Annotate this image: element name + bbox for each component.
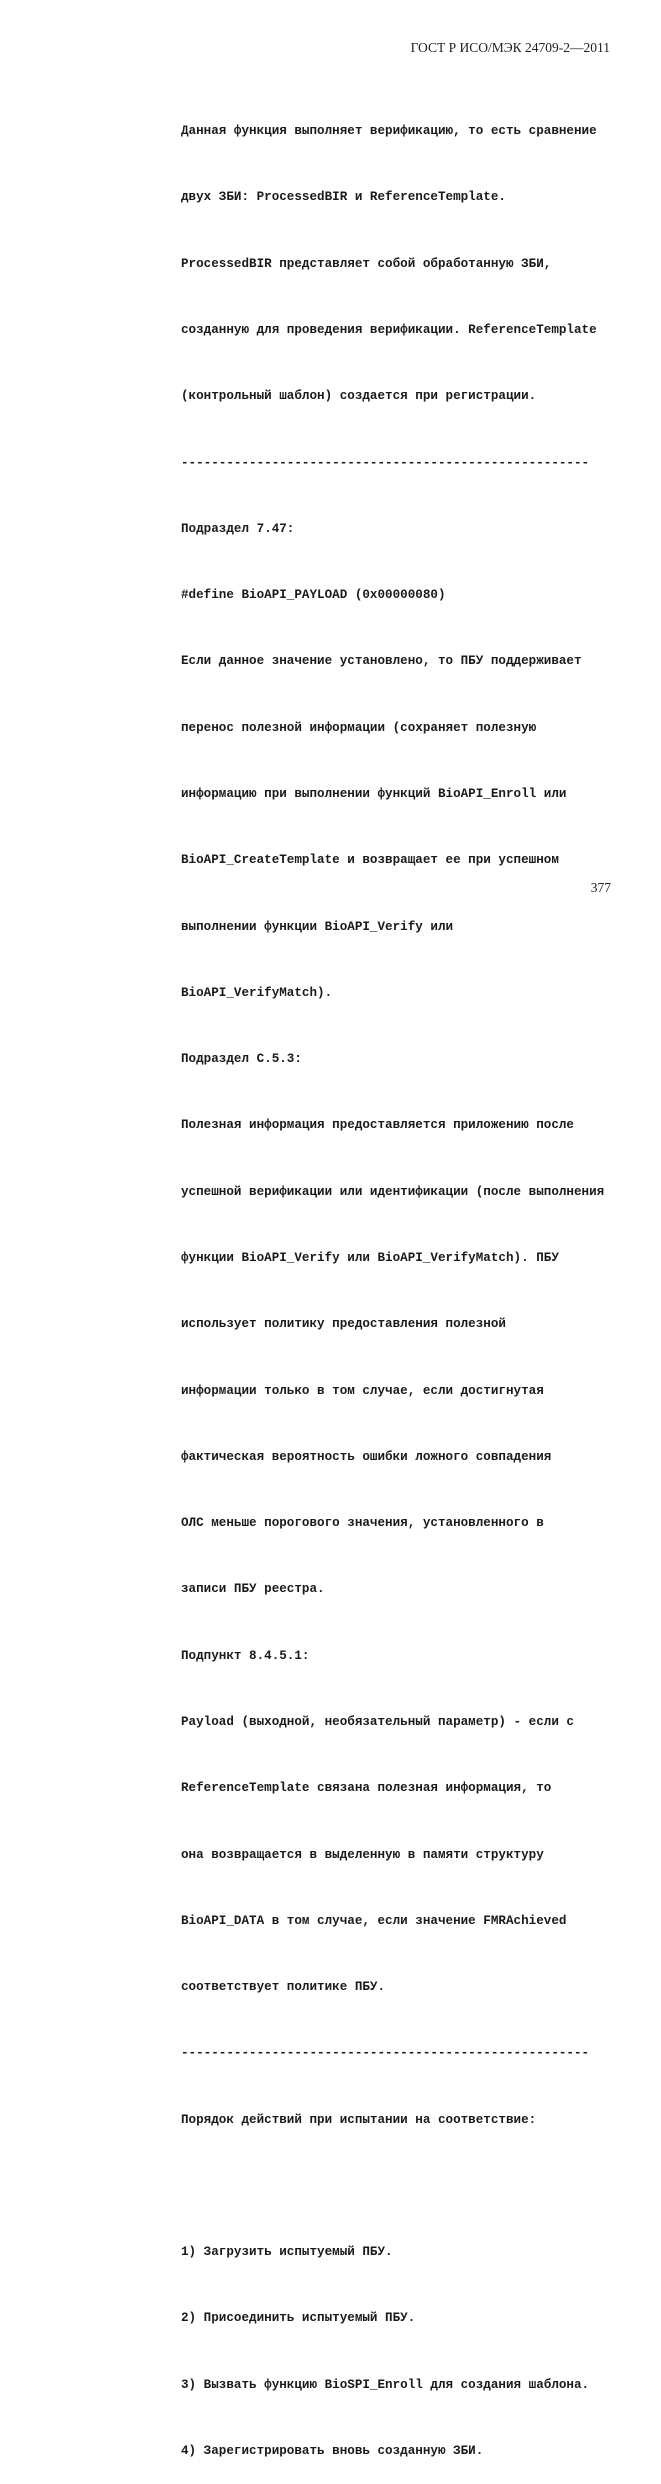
text-line: Полезная информация предоставляется приложению после — [181, 1118, 574, 1133]
list-item: 4) Зарегистрировать вновь созданную ЗБИ. — [181, 2444, 484, 2459]
text-line: функции BioAPI_Verify или BioAPI_VerifyMatch). ПБУ — [181, 1250, 559, 1265]
text-line: выполнении функции BioAPI_Verify или — [181, 919, 454, 934]
list-item: 3) Вызвать функцию BioSPI_Enroll для создания шаблона. — [181, 2377, 590, 2392]
text-line: успешной верификации или идентификации (после выполнения — [181, 1184, 605, 1199]
text-line: (контрольный шаблон) создается при регистрации. — [181, 389, 537, 404]
text-line: информацию при выполнении функций BioAPI_Enroll или — [181, 787, 567, 801]
section-heading: Подпункт 8.4.5.1: — [181, 1648, 310, 1663]
list-item: 2) Присоединить испытуемый ПБУ. — [181, 2311, 416, 2326]
text-line: ОЛС меньше порогового значения, установленного в — [181, 1516, 544, 1531]
separator-line: ------------------------------------------------------ — [181, 455, 590, 470]
text-line: использует политику предоставления полезной — [181, 1317, 506, 1332]
document-body — [181, 76, 621, 2484]
section-heading: Подраздел С.5.3: — [181, 1052, 302, 1067]
text-line: информации только в том случае, если достигнутая — [181, 1383, 544, 1398]
list-item: 1) Загрузить испытуемый ПБУ. — [181, 2245, 393, 2260]
text-line: фактическая вероятность ошибки ложного совпадения — [181, 1449, 552, 1464]
text-line: созданную для проведения верификации. ReferenceTemplate — [181, 323, 597, 338]
page-number: 377 — [590, 880, 611, 895]
text-line: Payload (выходной, необязательный параметр) - если с — [181, 1714, 574, 1729]
text-line: записи ПБУ реестра. — [181, 1582, 325, 1597]
section-heading: Порядок действий при испытании на соответствие: — [181, 2112, 537, 2127]
text-line: BioAPI_VerifyMatch). — [181, 985, 333, 1000]
section-heading: Подраздел 7.47: — [181, 521, 295, 536]
text-line: Если данное значение установлено, то ПБУ поддерживает — [181, 654, 582, 669]
code-line: #define BioAPI_PAYLOAD (0x00000080) — [181, 588, 446, 603]
text-line: BioAPI_DATA в том случае, если значение FMRAchieved — [181, 1913, 567, 1928]
text-line: перенос полезной информации (сохраняет полезную — [181, 720, 537, 735]
text-line: Данная функция выполняет верификацию, то есть сравнение — [181, 124, 597, 139]
document-header: ГОСТ Р ИСО/МЭК 24709-2—2011 — [410, 40, 610, 55]
text-line: она возвращается в выделенную в памяти структуру — [181, 1847, 544, 1862]
text-line: ReferenceTemplate связана полезная информация, то — [181, 1781, 552, 1796]
text-line: соответствует политике ПБУ. — [181, 1980, 386, 1995]
text-line: двух ЗБИ: ProcessedBIR и ReferenceTemplate. — [181, 190, 506, 205]
text-line: BioAPI_CreateTemplate и возвращает ее при успешном — [181, 853, 559, 868]
blank-line — [181, 2175, 621, 2197]
text-line: ProcessedBIR представляет собой обработанную ЗБИ, — [181, 256, 552, 271]
separator-line: ------------------------------------------------------ — [181, 2046, 590, 2061]
